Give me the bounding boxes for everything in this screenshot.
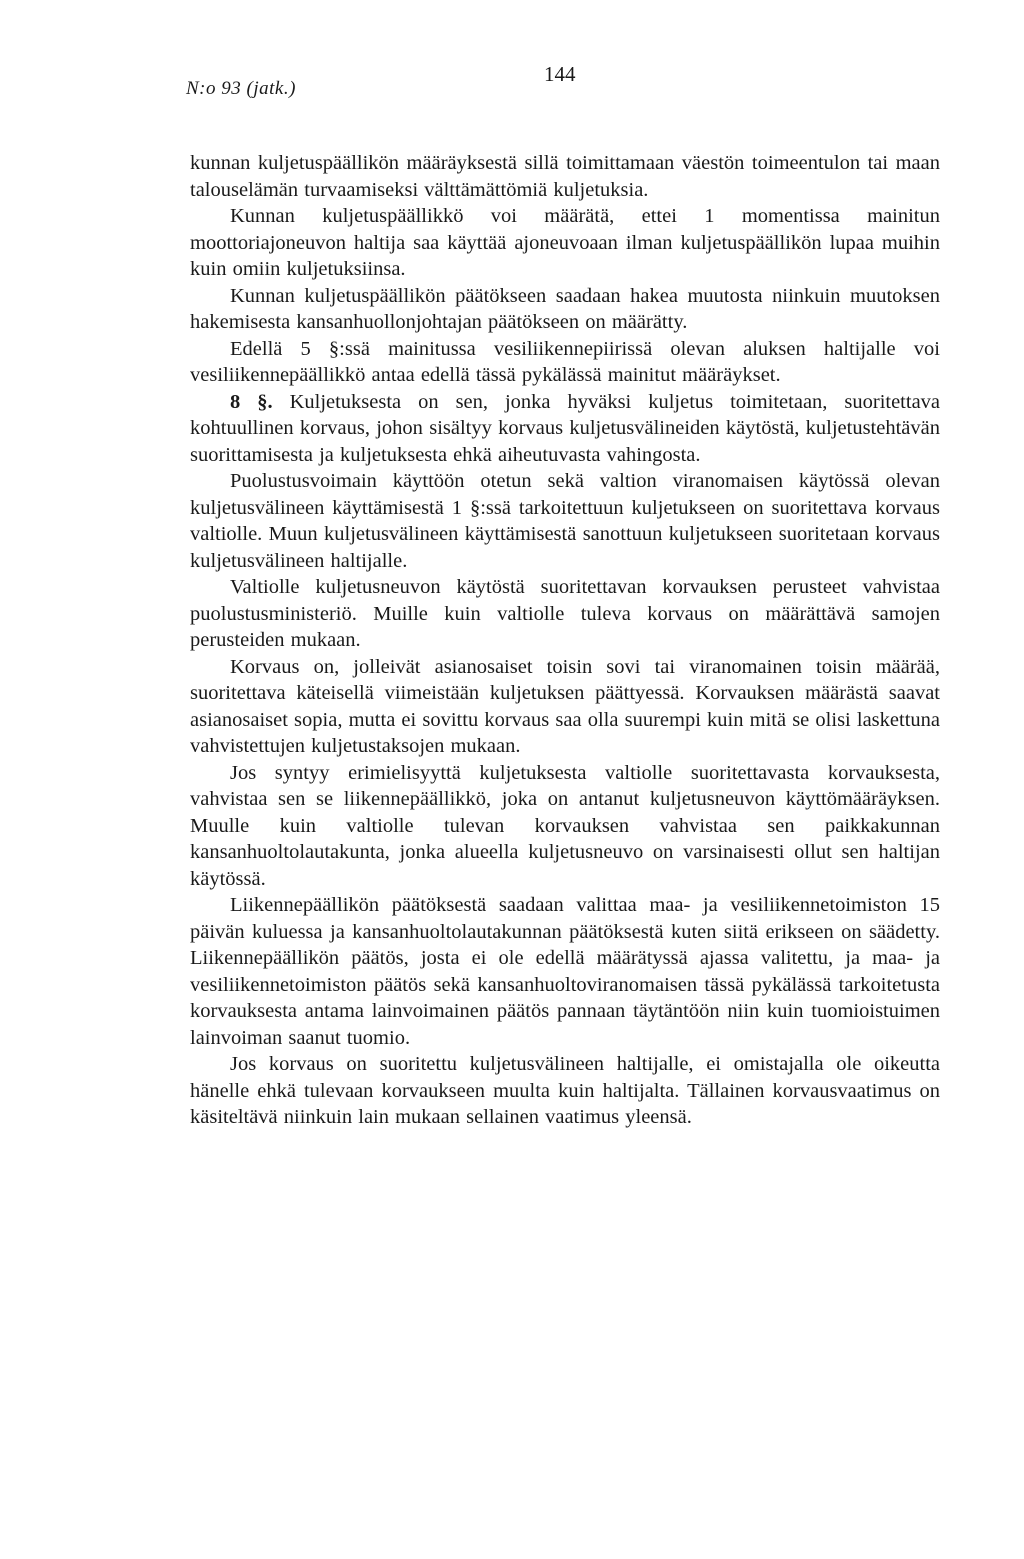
statute-number: N:o 93 (jatk.) xyxy=(186,78,296,99)
paragraph: Edellä 5 §:ssä mainitussa vesiliikennepiirissä olevan aluksen haltijalle voi vesiliikennepäällikkö antaa edellä tässä pykälässä mainitut määräykset. xyxy=(190,337,940,386)
paragraph: Puolustusvoimain käyttöön otetun sekä valtion viranomaisen käytössä olevan kuljetusvälineen käyttämisestä 1 §:ssä tarkoitettuun kuljetukseen on suoritettava korvaus valtiolle. Muun kuljetusvälineen käyttämisestä sanottuun kuljetukseen suoritetaan korvaus kuljetusvälineen haltijalle. xyxy=(190,470,940,572)
section-8-paragraph xyxy=(190,389,940,469)
paragraph: Kunnan kuljetuspäällikön päätökseen saadaan hakea muutosta niinkuin muutoksen hakemisesta kansanhuollonjohtajan päätökseen on määrätty. xyxy=(190,284,940,333)
page-number: 144 xyxy=(544,62,576,86)
paragraph: Liikennepäällikön päätöksestä saadaan valittaa maa- ja vesiliikennetoimiston 15 päivän kuluessa ja kansanhuoltolautakunnan päätöksestä kuten siitä erikseen on säädetty. Liikennepäällikön päätös, josta ei ole edellä määrätyssä ajassa valitettu, ja maa- ja vesiliikennetoimiston päätös sekä kansanhuoltoviranomaisen tässä pykälässä tarkoitetusta korvauksesta antama lainvoimainen päätös pannaan täytäntöön niin kuin tuomioistuimen lainvoiman saanut tuomio. xyxy=(190,894,940,1049)
paragraph: Jos syntyy erimielisyyttä kuljetuksesta valtiolle suoritettavasta korvauksesta, vahvistaa sen se liikennepäällikkö, joka on antanut kuljetusneuvon käyttömääräyksen. Muulle kuin valtiolle tulevan korvauksen vahvistaa sen paikkakunnan kansanhuoltolautakunta, jonka alueella kuljetusneuvo on varsinaisesti ollut sen haltijan käytössä. xyxy=(190,761,940,890)
paragraph: Kunnan kuljetuspäällikkö voi määrätä, ettei 1 momentissa mainitun moottoriajoneuvon haltija saa käyttää ajoneuvoaan ilman kuljetuspäällikön lupaa muihin kuin omiin kuljetuksiinsa. xyxy=(190,205,940,280)
paragraph: Valtiolle kuljetusneuvon käytöstä suoritettavan korvauksen perusteet vahvistaa puolustusministeriö. Muille kuin valtiolle tuleva korvaus on määrättävä samojen perusteiden mukaan. xyxy=(190,576,940,651)
section-number: 8 §. xyxy=(230,390,273,413)
paragraph: Jos korvaus on suoritettu kuljetusvälineen haltijalle, ei omistajalla ole oikeutta hänelle ehkä tulevaan korvaukseen muulta kuin haltijalta. Tällainen korvausvaatimus on käsiteltävä niinkuin lain mukaan sellainen vaatimus yleensä. xyxy=(190,1053,940,1128)
paragraph-continuation: kunnan kuljetuspäällikön määräyksestä sillä toimittamaan väestön toimeentulon tai maan talouselämän turvaamiseksi välttämättömiä kuljetuksia. xyxy=(190,152,940,201)
paragraph: Korvaus on, jolleivät asianosaiset toisin sovi tai viranomainen toisin määrää, suoritettava käteisellä viimeistään kuljetuksen päättyessä. Korvauksen määrästä saavat asianosaiset sopia, mutta ei sovittu korvaus saa olla suurempi kuin mitä se olisi laskettuna vahvistettujen kuljetustaksojen mukaan. xyxy=(190,655,940,757)
section-text: Kuljetuksesta on sen, jonka hyväksi kuljetus toimitetaan, suoritettava kohtuullinen korvaus, johon sisältyy korvaus kuljetusvälineiden käytöstä, kuljetustehtävän suorittamisesta ja kuljetuksesta ehkä aiheutuvasta vahingosta. xyxy=(190,390,941,466)
body-text xyxy=(190,150,940,1131)
